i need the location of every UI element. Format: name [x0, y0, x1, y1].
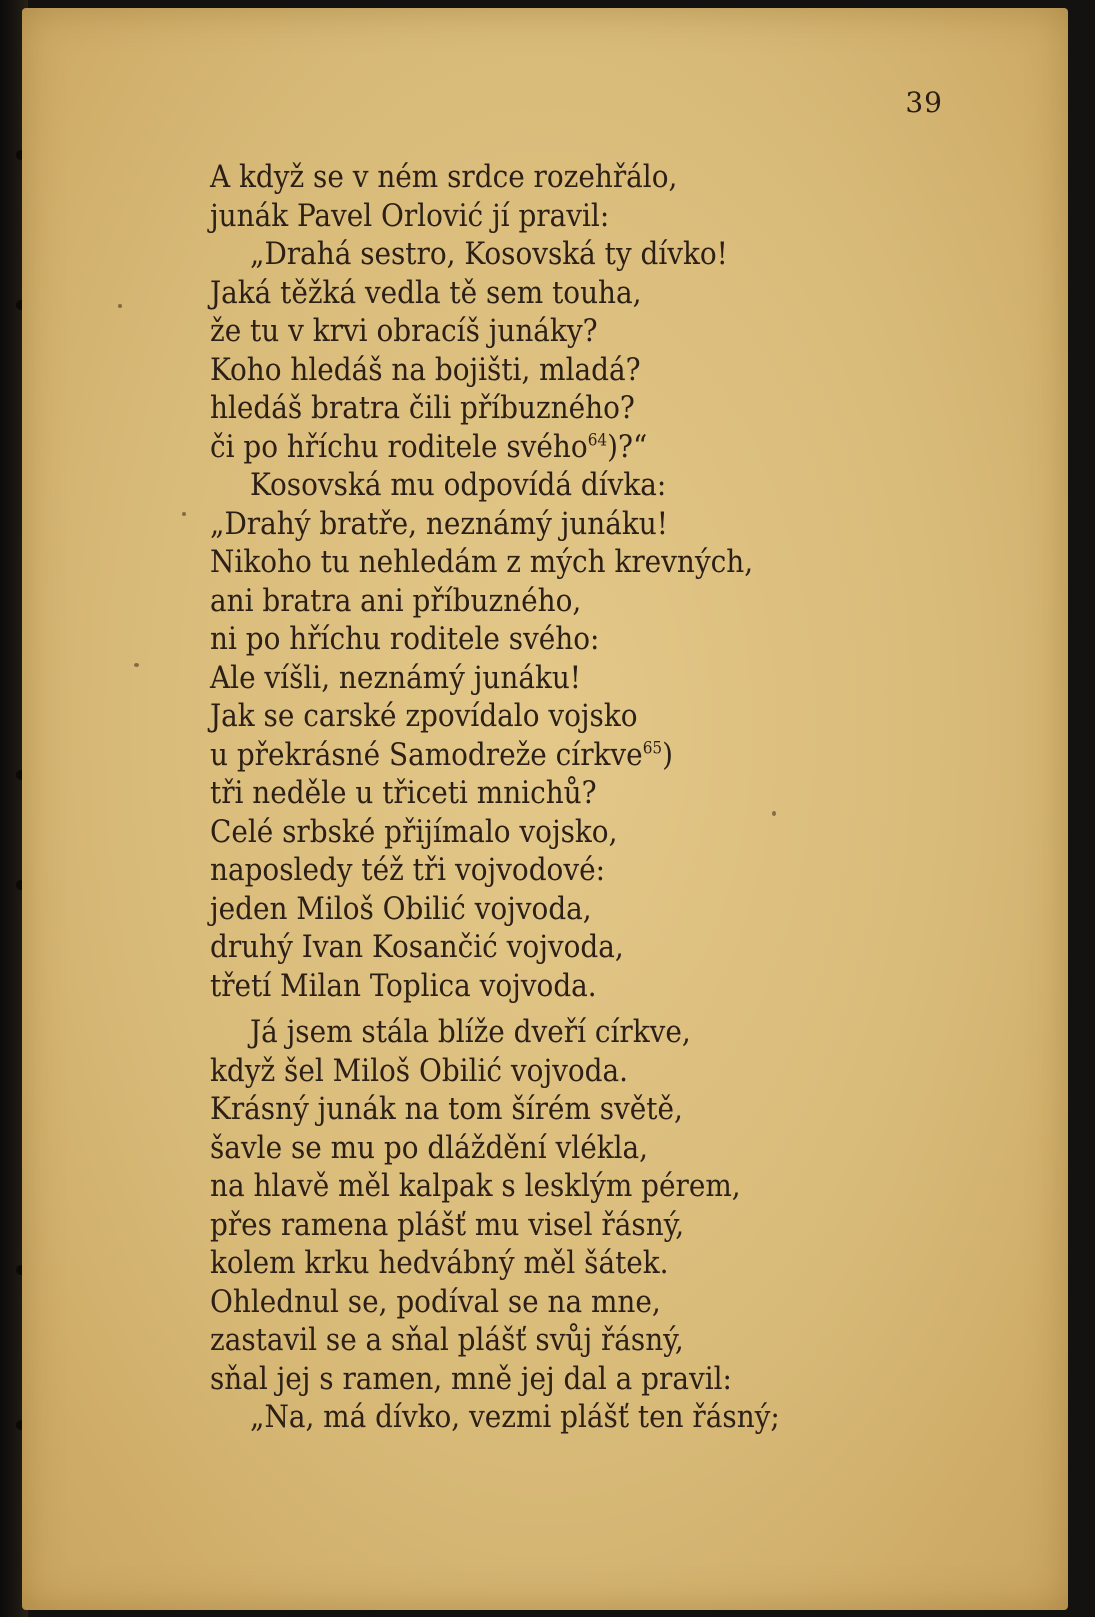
stanza	[210, 158, 930, 1005]
paper-speck	[182, 512, 186, 516]
verse-text: Koho hledáš na bojišti, mladá?	[210, 351, 641, 388]
verse-line	[210, 620, 930, 659]
paper-speck	[134, 663, 139, 667]
verse-text: či po hříchu roditele svého	[210, 428, 588, 465]
verse-line	[210, 736, 930, 775]
verse-text: Ale víšli, neznámý junáku!	[210, 659, 582, 696]
verse-line	[210, 659, 930, 698]
stanza	[210, 1013, 930, 1437]
verse-text: třetí Milan Toplica vojvoda.	[210, 967, 597, 1004]
verse-line	[210, 813, 930, 852]
verse-line	[210, 235, 930, 274]
verse-text: zastavil se a sňal plášť svůj řásný,	[210, 1322, 684, 1358]
verse-line	[210, 428, 930, 467]
verse-line	[210, 1052, 930, 1091]
verse-text: A když se v ném srdce rozehřálo,	[210, 159, 678, 195]
verse-text: ni po hříchu roditele svého:	[210, 621, 600, 657]
verse-text: kolem krku hedvábný měl šátek.	[210, 1245, 669, 1281]
verse-text: Já jsem stála blíže dveří církve,	[250, 1014, 691, 1050]
verse-line	[210, 851, 930, 890]
verse-text: ani bratra ani příbuzného,	[210, 582, 582, 619]
verse-text: Nikoho tu nehledám z mých krevných,	[210, 544, 754, 580]
verse-text: Jaká těžká vedla tě sem touha,	[210, 274, 642, 311]
verse-line	[210, 1013, 930, 1052]
verse-tail: )?“	[607, 428, 648, 465]
footnote-marker: 64	[587, 430, 608, 451]
verse-text: Kosovská mu odpovídá dívka:	[250, 467, 667, 503]
verse-text: druhý Ivan Kosančić vojvoda,	[210, 929, 624, 965]
paper-speck	[118, 304, 122, 308]
verse-line	[210, 543, 930, 582]
verse-text: „Na, má dívko, vezmi plášť ten řásný;	[250, 1399, 780, 1435]
verse-text: když šel Miloš Obilić vojvoda.	[210, 1052, 628, 1089]
verse-line	[210, 466, 930, 505]
verse-line	[210, 312, 930, 351]
verse-line	[210, 274, 930, 313]
verse-text: junák Pavel Orlović jí pravil:	[210, 197, 610, 234]
verse-text: přes ramena plášť mu visel řásný,	[210, 1206, 685, 1243]
verse-tail: )	[662, 736, 674, 773]
page-number: 39	[905, 86, 943, 119]
verse-line	[210, 582, 930, 621]
verse-line	[210, 1321, 930, 1360]
verse-line	[210, 1206, 930, 1245]
verse-line	[210, 697, 930, 736]
verse-text: sňal jej s ramen, mně jej dal a pravil:	[210, 1360, 732, 1397]
verse-line	[210, 1129, 930, 1168]
verse-line	[210, 1398, 930, 1437]
verse-line	[210, 1360, 930, 1399]
verse-line	[210, 1283, 930, 1322]
verse-line	[210, 1167, 930, 1206]
verse-text: Celé srbské přijímalo vojsko,	[210, 813, 618, 850]
footnote-marker: 65	[642, 738, 663, 759]
verse-text: naposledy též tři vojvodové:	[210, 852, 605, 888]
verse-line	[210, 928, 930, 967]
verse-line	[210, 890, 930, 929]
verse-text: jeden Miloš Obilić vojvoda,	[210, 890, 592, 927]
verse-text: Krásný junák na tom šírém světě,	[210, 1091, 683, 1127]
verse-line	[210, 389, 930, 428]
verse-text: šavle se mu po dláždění vlékla,	[210, 1129, 648, 1166]
poem-text	[210, 158, 930, 1437]
verse-line	[210, 967, 930, 1006]
verse-text: Ohlednul se, podíval se na mne,	[210, 1283, 661, 1320]
verse-text: „Drahý bratře, neznámý junáku!	[210, 505, 668, 542]
verse-text: tři neděle u třiceti mnichů?	[210, 775, 597, 811]
verse-line	[210, 351, 930, 390]
verse-text: „Drahá sestro, Kosovská ty dívko!	[250, 236, 728, 272]
verse-line	[210, 1090, 930, 1129]
verse-text: hledáš bratra čili příbuzného?	[210, 390, 635, 426]
verse-text: že tu v krvi obracíš junáky?	[210, 313, 598, 349]
verse-line	[210, 774, 930, 813]
verse-line	[210, 505, 930, 544]
verse-line	[210, 1244, 930, 1283]
verse-text: u překrásné Samodreže církve	[210, 736, 643, 773]
verse-text: Jak se carské zpovídalo vojsko	[210, 698, 638, 734]
verse-line	[210, 158, 930, 197]
verse-text: na hlavě měl kalpak s lesklým pérem,	[210, 1168, 741, 1204]
verse-line	[210, 197, 930, 236]
